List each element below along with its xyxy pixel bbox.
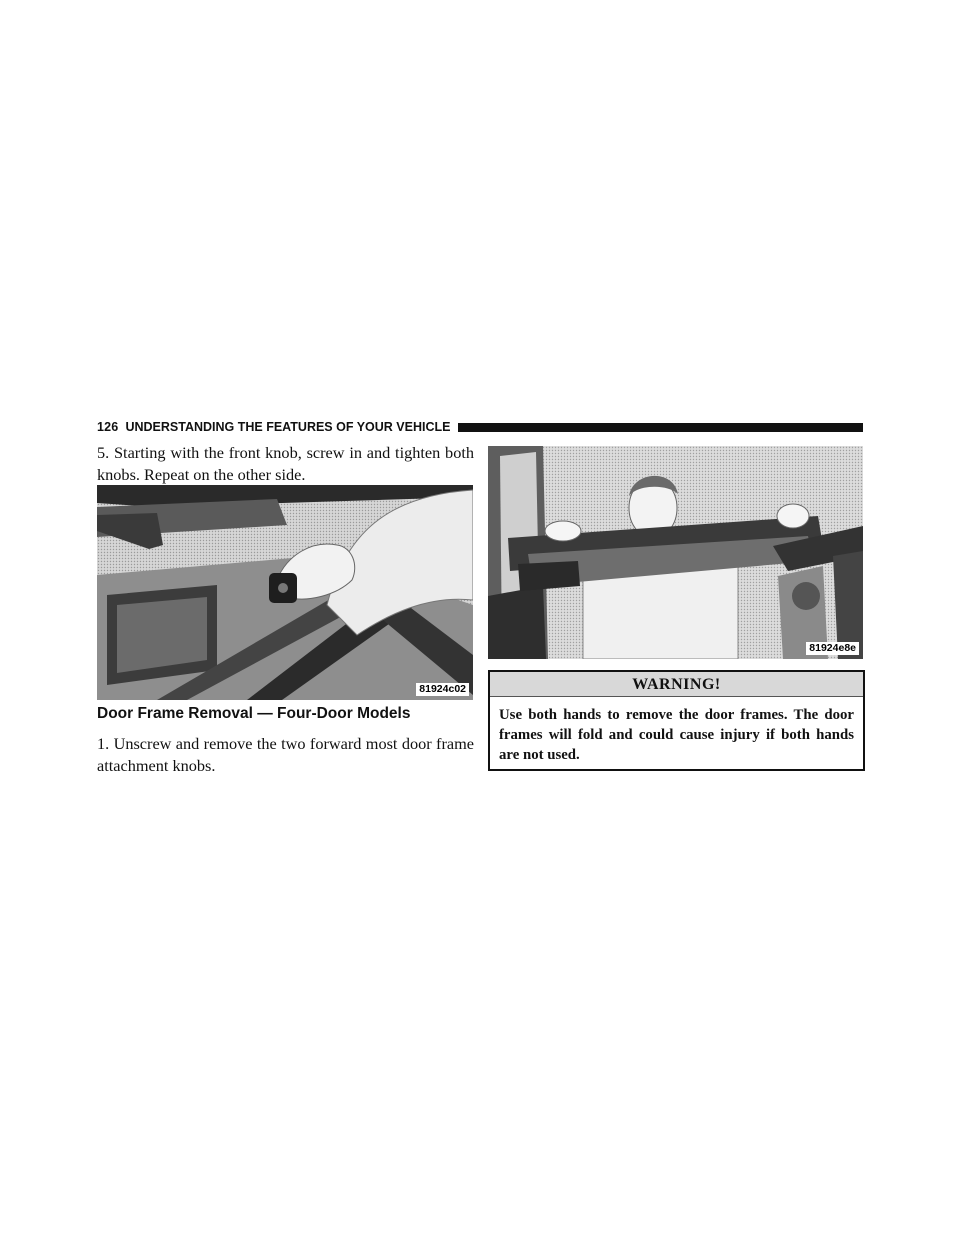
page-number: 126 <box>97 420 119 434</box>
knob-illustration <box>97 485 473 700</box>
frame-removal-illustration <box>488 446 863 659</box>
figure-knob-tighten <box>97 485 473 700</box>
header-rule <box>458 423 864 432</box>
section-title: UNDERSTANDING THE FEATURES OF YOUR VEHICLE <box>125 420 451 434</box>
figure-frame-removal <box>488 446 863 659</box>
warning-title: WARNING! <box>490 672 863 697</box>
page-header <box>97 418 863 436</box>
figure-2-code: 81924e8e <box>806 642 859 655</box>
warning-box <box>488 670 865 771</box>
step-1-text: 1. Unscrew and remove the two forward most door frame attachment knobs. <box>97 734 474 775</box>
section-heading: Door Frame Removal — Four-Door Models <box>97 705 411 722</box>
step-5-text: 5. Starting with the front knob, screw in and tighten both knobs. Repeat on the other side. <box>97 443 474 484</box>
warning-text: Use both hands to remove the door frames. The door frames will fold and could cause injury if both hands are not used. <box>499 707 854 763</box>
figure-1-code: 81924c02 <box>416 683 469 696</box>
